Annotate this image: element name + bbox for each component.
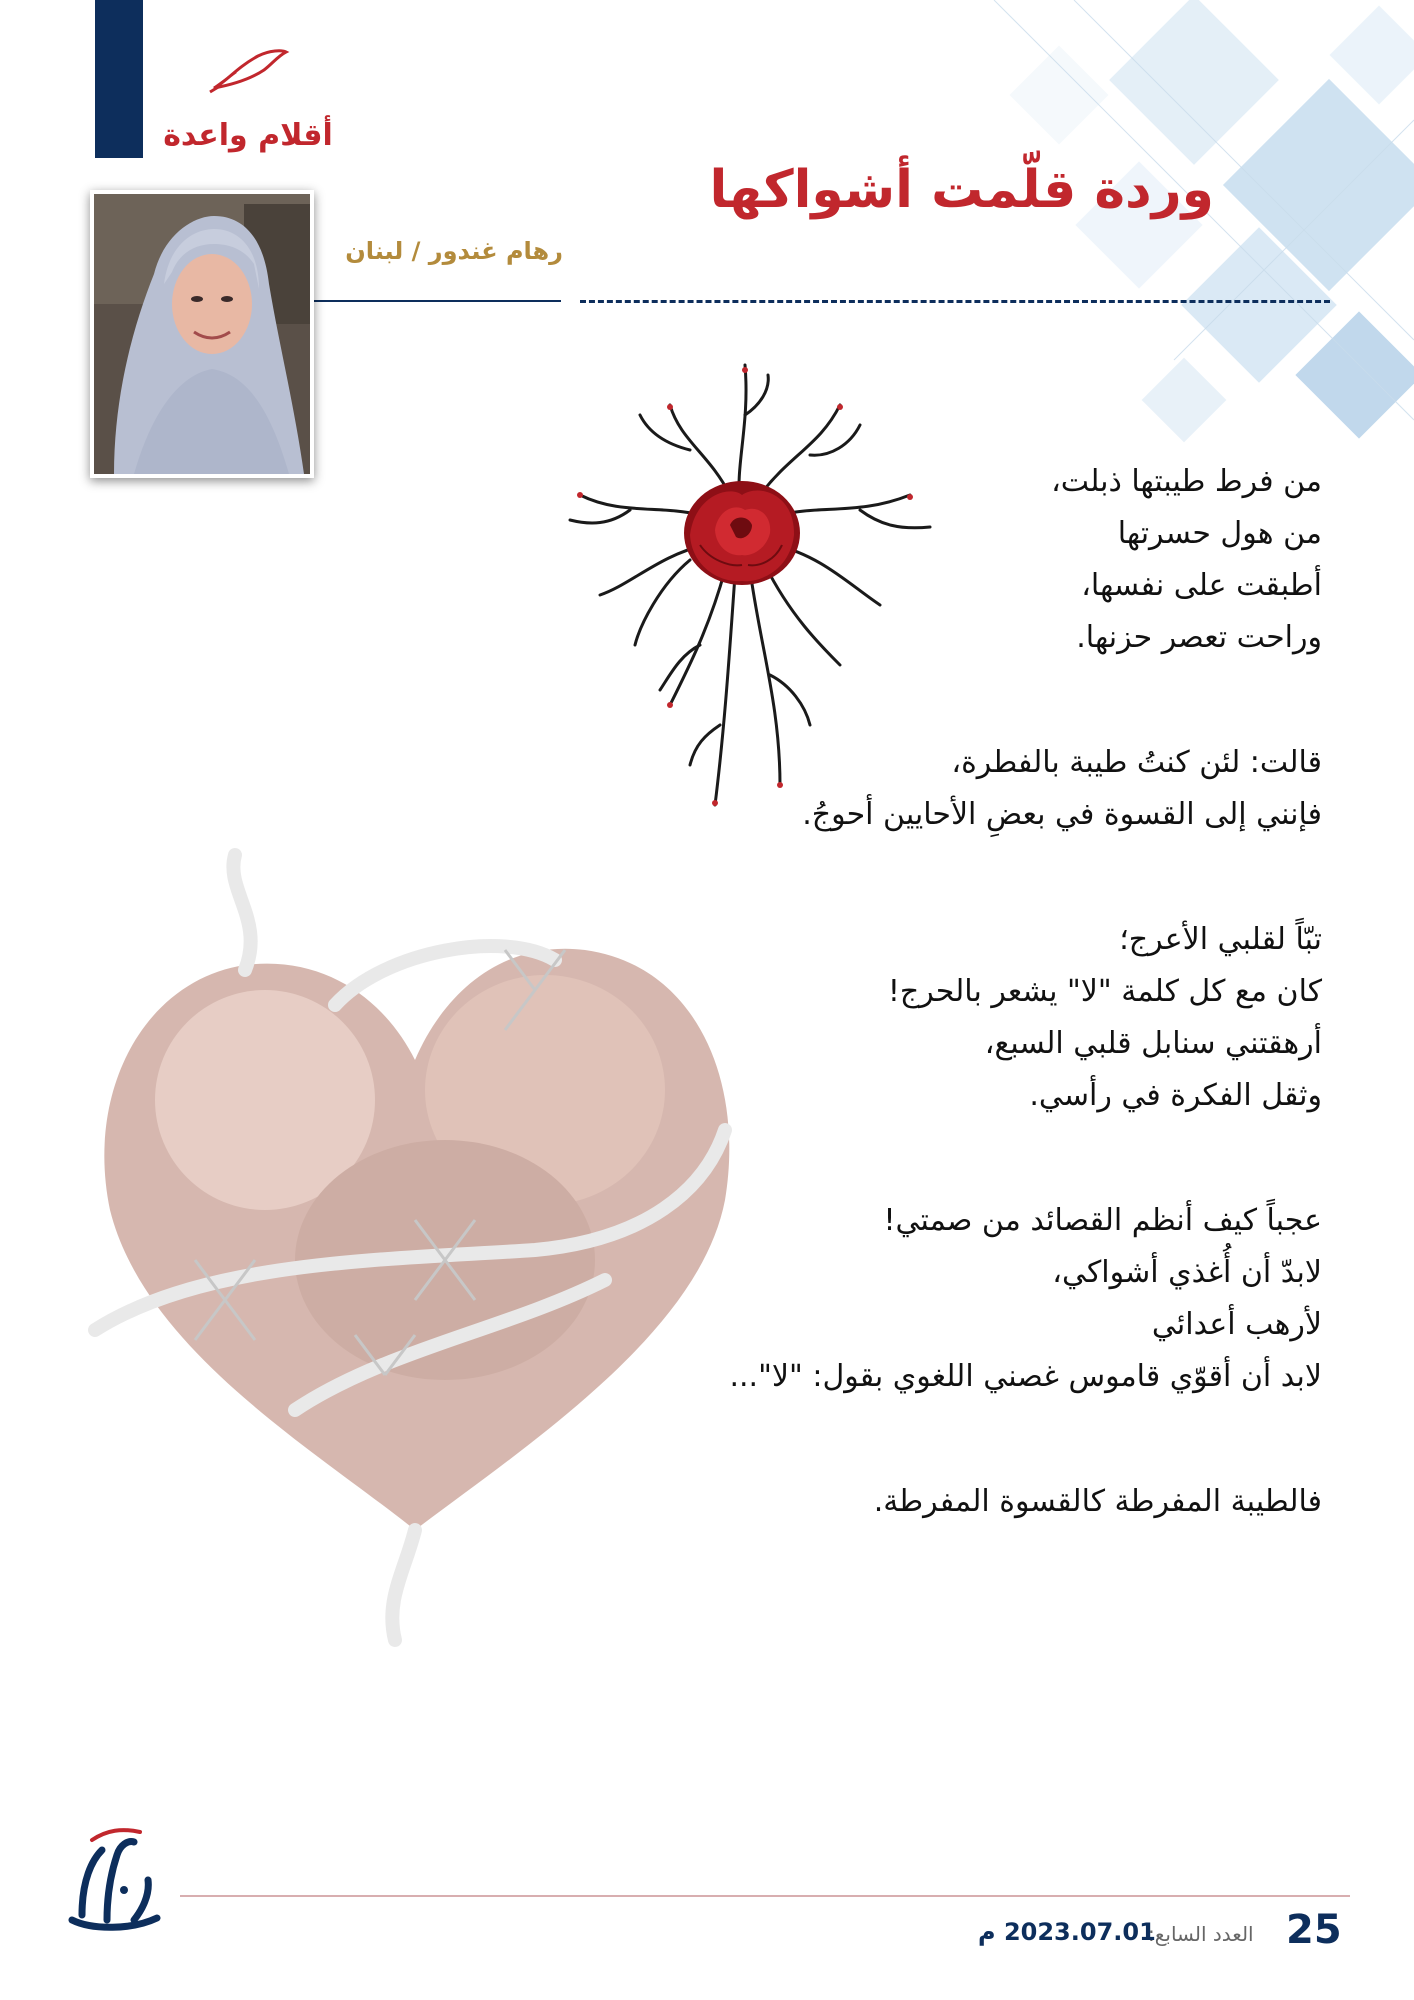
issue-label: العدد السابع: (1148, 1922, 1254, 1946)
article-title: وردة قلّمت أشواكها (709, 160, 1214, 220)
poem-line: عجباً كيف أنظم القصائد من صمتي! (883, 1203, 1322, 1238)
divider-solid (308, 300, 561, 302)
stanza-5 (502, 1476, 1322, 1528)
section-label: أقلام واعدة (163, 118, 333, 153)
poem-line: كان مع كل كلمة "لا" يشعر بالحرج! (887, 974, 1322, 1009)
poem-line: لأرهب أعدائي (1151, 1307, 1322, 1342)
poem-line: فإنني إلى القسوة في بعضِ الأحايين أحوجُ. (802, 797, 1322, 832)
poem-line: فالطيبة المفرطة كالقسوة المفرطة. (873, 1484, 1322, 1519)
poem-line: وثقل الفكرة في رأسي. (1029, 1078, 1322, 1113)
divider-dashed (580, 300, 1330, 303)
poem-line: أرهقتني سنابل قلبي السبع، (984, 1026, 1322, 1061)
stanza-2 (502, 737, 1322, 841)
poem-line: من فرط طيبتها ذبلت، (1051, 464, 1322, 499)
footer-divider (180, 1895, 1350, 1897)
stanza-3 (502, 914, 1322, 1122)
poem-line: لابد أن أقوّي قاموس غصني اللغوي بقول: "لا"... (729, 1359, 1322, 1394)
section-logo (148, 40, 348, 160)
poem-line: من هول حسرتها (1117, 516, 1322, 551)
page-number: 25 (1286, 1907, 1342, 1953)
poem-line: قالت: لئن كنتُ طيبة بالفطرة، (951, 745, 1322, 780)
poem-line: لابدّ أن أُغذي أشواكي، (1052, 1255, 1322, 1290)
magazine-logo (62, 1820, 162, 1940)
stanza-4 (502, 1195, 1322, 1403)
poem (502, 456, 1322, 1601)
stanza-1 (502, 456, 1322, 664)
poem-line: وراحت تعصر حزنها. (1076, 620, 1322, 655)
header-accent-bar (95, 0, 143, 158)
poem-line: أطبقت على نفسها، (1081, 568, 1322, 603)
issue-date: 2023.07.01 م (978, 1918, 1156, 1946)
author-photo (90, 190, 314, 478)
poem-line: تبّاً لقلبي الأعرج؛ (1119, 922, 1322, 957)
author-byline: رهام غندور / لبنان (345, 237, 563, 265)
quill-icon (206, 46, 290, 96)
